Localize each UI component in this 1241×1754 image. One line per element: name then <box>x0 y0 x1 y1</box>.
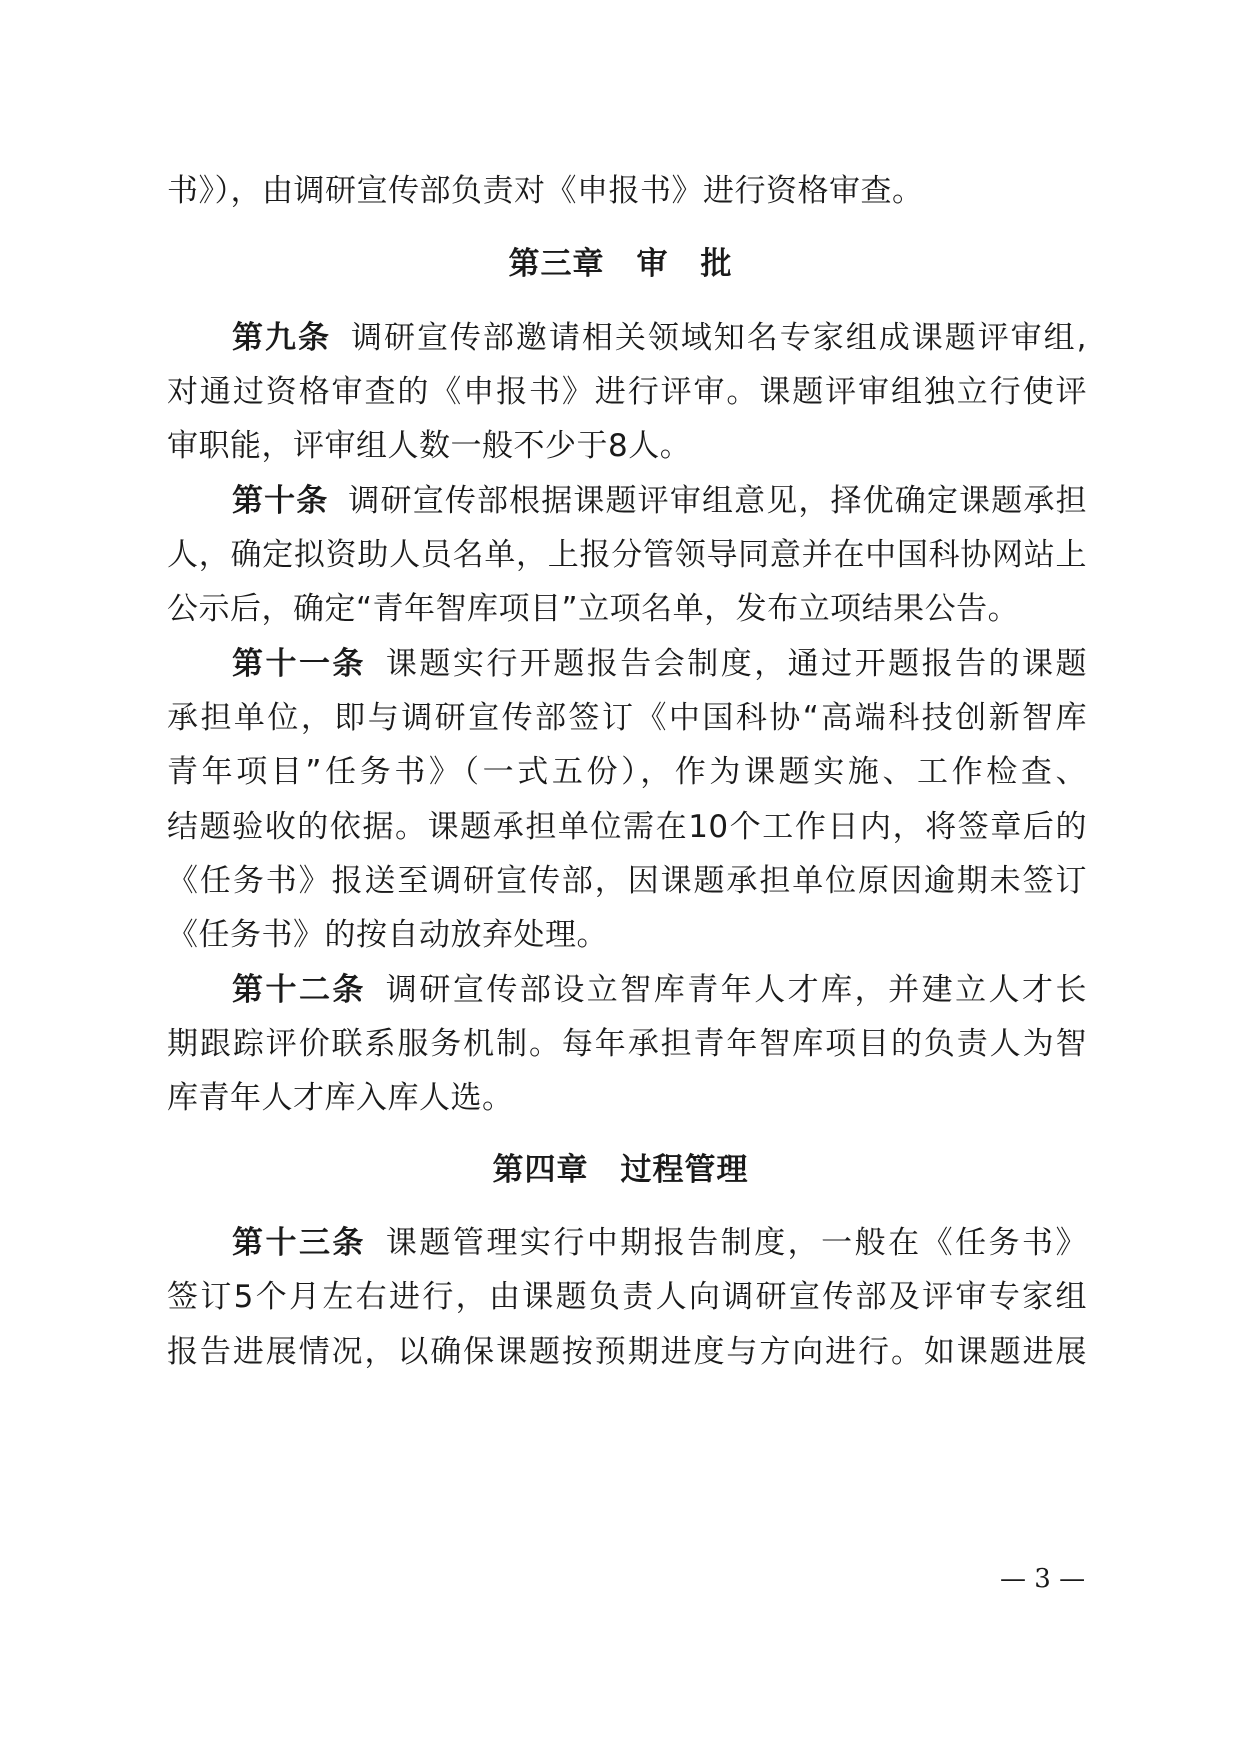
article-10-text-1: 调研宣传部根据课题评审组意见，择优确定课题承担 <box>348 483 1087 519</box>
article-11-line-1 <box>232 644 1087 684</box>
article-13-title: 第十三条 <box>232 1225 366 1261</box>
article-11-line-5: 《任务书》报送至调研宣传部，因课题承担单位原因逾期未签订 <box>167 863 1087 899</box>
page-number: — 3 — <box>1000 1564 1086 1594</box>
article-12-text-1: 调研宣传部设立智库青年人才库，并建立人才长 <box>385 972 1088 1008</box>
intro-line: 书》），由调研宣传部负责对《申报书》进行资格审查。 <box>167 173 924 209</box>
article-10-line-1 <box>232 481 1087 521</box>
article-9-text-1: 调研宣传部邀请相关领域知名专家组成课题评审组, <box>350 320 1088 356</box>
article-10-line-3: 公示后，确定“青年智库项目”立项名单，发布立项结果公告。 <box>167 591 1020 627</box>
chapter-4-title: 第四章 过程管理 <box>492 1152 749 1188</box>
chapter-3-title: 第三章 审 批 <box>508 246 733 282</box>
article-11-line-4: 结题验收的依据。课题承担单位需在10个工作日内，将签章后的 <box>167 809 1087 845</box>
article-11-line-3: 青年项目”任务书》（一式五份），作为课题实施、工作检查、 <box>167 754 1087 790</box>
article-11-line-6: 《任务书》的按自动放弃处理。 <box>167 917 608 953</box>
article-13-line-2: 签订5个月左右进行，由课题负责人向调研宣传部及评审专家组 <box>167 1279 1087 1315</box>
article-9-line-1 <box>232 318 1087 358</box>
article-10-line-2: 人，确定拟资助人员名单，上报分管领导同意并在中国科协网站上 <box>167 537 1087 573</box>
article-12-line-3: 库青年人才库入库人选。 <box>167 1080 514 1116</box>
article-12-line-2: 期跟踪评价联系服务机制。每年承担青年智库项目的负责人为智 <box>167 1026 1087 1062</box>
article-11-line-2: 承担单位，即与调研宣传部签订《中国科协“高端科技创新智库 <box>167 700 1087 736</box>
article-11-text-1: 课题实行开题报告会制度，通过开题报告的课题 <box>385 646 1088 682</box>
article-12-line-1 <box>232 970 1087 1010</box>
article-9-line-3: 审职能，评审组人数一般不少于8人。 <box>167 428 692 464</box>
article-13-line-3: 报告进展情况，以确保课题按预期进度与方向进行。如课题进展 <box>167 1334 1087 1370</box>
article-12-title: 第十二条 <box>232 972 366 1008</box>
article-10-title: 第十条 <box>232 483 329 519</box>
article-9-line-2: 对通过资格审查的《申报书》进行评审。课题评审组独立行使评 <box>167 374 1087 410</box>
article-13-line-1 <box>232 1223 1087 1263</box>
article-13-text-1: 课题管理实行中期报告制度，一般在《任务书》 <box>385 1225 1088 1261</box>
article-11-title: 第十一条 <box>232 646 366 682</box>
article-9-title: 第九条 <box>232 320 331 356</box>
